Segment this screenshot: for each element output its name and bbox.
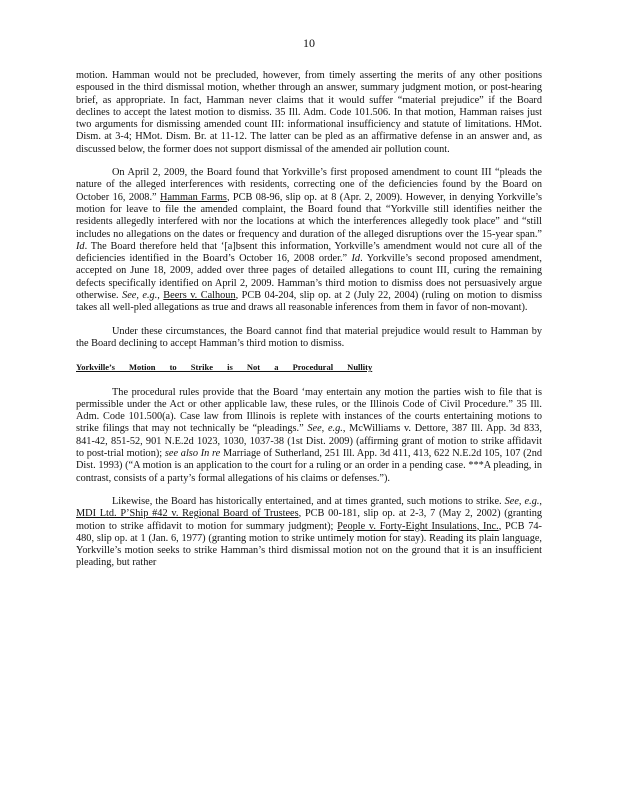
case-citation: MDI Ltd. P’Ship #42 v. Regional Board of Trustees (76, 508, 299, 520)
document-body (76, 70, 542, 581)
case-citation: People v. Forty-Eight Insulations, Inc. (337, 520, 499, 532)
text-run: , PCB 74-480, slip op. at 1 (Jan. 6, 1977) (granting motion to strike untimely motion for stay). Reading its plain language, Yorkville’s motion seeks to strike Hamman’s third dismissal motion not on the ground that it is an insufficient pleading, but rather (76, 520, 542, 569)
paragraph: Under these circumstances, the Board cannot find that material prejudice would result to Hamman by the Board declining to accept Hamman’s third motion to dismiss. (76, 325, 542, 349)
case-citation: Beers v. Calhoun (163, 290, 236, 302)
text-run: , PCB 08-96, slip op. at 8 (Apr. 2, 2009). However, in denying Yorkville’s motion for leave to file the amended complaint, the Board found that “Yorkville still identifies neither the residents allegedly interfered with nor the locations at which the interferences allegedly took place” and “still includes no allegations on the dates or frequency and duration of the alleged disruptions over the 15-year span.” (76, 191, 543, 240)
text-run: . Yorkville’s second proposed amendment, accepted on June 18, 2009, added over three pages of detailed allegations to count III, curing the remaining defects specifically identified on April 2, 2009. Hamman’s third motion to dismiss does not persuasively argue otherwise. (76, 253, 542, 302)
text-run: , (539, 495, 542, 507)
paragraph (76, 387, 542, 485)
text-run: , (157, 290, 164, 302)
citation-signal: See, e.g. (307, 423, 343, 435)
text-run: Likewise, the Board has historically entertained, and at times granted, such motions to strike. (112, 495, 502, 507)
text-run: , PCB 04-204, slip op. at 2 (July 22, 2004) (ruling on motion to dismiss takes all well-pled allegations as true and draws all reasonable inferences from them in favor of non-movant). (76, 290, 542, 314)
text-run: Marriage of Sutherland, 251 Ill. App. 3d 411, 413, 622 N.E.2d 105, 107 (2nd Dist. 1993) (“A motion is an application to the court for a ruling or an order in a pending case. ***A pleading, in contrast, consists of a party’s formal allegations of his claims or defenses.”). (76, 448, 542, 484)
citation-signal: See, e.g. (504, 495, 540, 507)
citation-signal: See, e.g. (122, 290, 158, 302)
text-run: . The Board therefore held that ‘[a]bsent this information, Yorkville’s amendment would not cure all of the deficiencies identified in the Board’s October 16, 2008 order.” (76, 240, 542, 265)
paragraph (76, 496, 542, 570)
section-heading: Yorkville’s Motion to Strike is Not a Procedural Nullity (76, 362, 373, 373)
page-number: 10 (303, 36, 315, 50)
text-run: , McWilliams v. Dettore, 387 Ill. App. 3d 833, 841-42, 851-52, 901 N.E.2d 1023, 1030, 1037-38 (1st Dist. 2009) (affirming grant of motion to strike affidavit to post-trial motion); (76, 423, 543, 460)
citation-signal: Id (351, 253, 361, 265)
case-citation: Hamman Farms (160, 191, 227, 203)
paragraph (76, 167, 542, 315)
text-run: , PCB 00-181, slip op. at 2-3, 7 (May 2, 2002) (granting motion to strike affidavit to motion for summary judgment); (76, 508, 542, 532)
text-run: On April 2, 2009, the Board found that Yorkville’s first proposed amendment to count III “pleads the nature of the alleged interferences with residents, correcting one of the deficiencies found by the Board on October 16, 2008.” (76, 167, 542, 203)
text-run: The procedural rules provide that the Board ‘may entertain any motion the parties wish to file that is permissible under the Act or other applicable law, these rules, or the Illinois Code of Civil Procedure.” 35 Ill. Adm. Code 101.500(a). Case law from Illinois is replete with instances of the courts entertaining motions to strike filings that may not technically be “pleadings.” (76, 386, 542, 435)
citation-signal: see also In re (164, 448, 221, 460)
paragraph: motion. Hamman would not be precluded, however, from timely asserting the merits of any other positions espoused in the third dismissal motion, whether through an answer, summary judgment motion, or post-hearing brief, as appropriate. In fact, Hamman never claims that it would suffer “material prejudice” if the Board declines to accept the latest motion to dismiss. 35 Ill. Adm. Code 101.506. In that motion, Hamman raises just two arguments for dismissing amended count III: informational insufficiency and statute of limitations. HMot. Dism. at 3-4; HMot. Dism. Br. at 11-12. The latter can be pled as an affirmative defense in an answer and, as discussed below, the former does not support dismissal of the amended air pollution count. (76, 70, 542, 155)
citation-signal: Id (76, 240, 85, 252)
